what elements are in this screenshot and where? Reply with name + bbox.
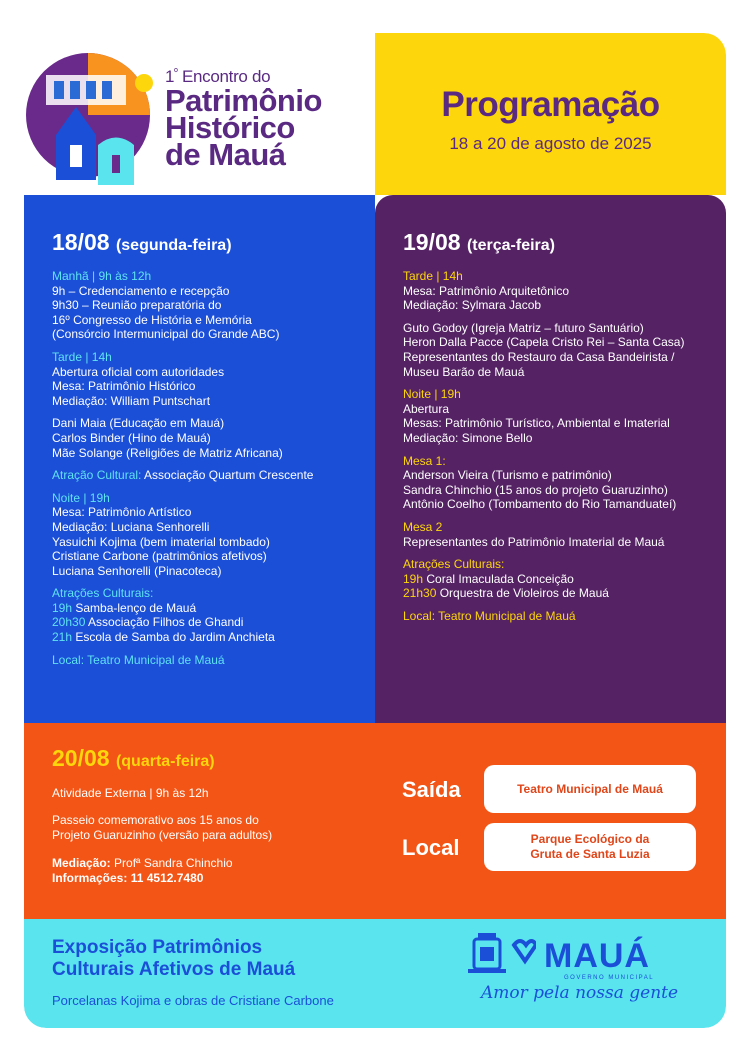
day1-noite-line: Mesa: Patrimônio Artístico	[52, 505, 192, 520]
logo-line-historico: Histórico	[165, 110, 295, 145]
footer-band	[24, 919, 726, 1028]
program-title: Programação	[441, 85, 660, 124]
day1-column	[24, 195, 375, 723]
day2-local: Local: Teatro Municipal de Mauá	[403, 608, 576, 623]
header-logo-area	[24, 33, 375, 195]
day1-manha-heading: Manhã | 9h às 12h	[52, 269, 152, 283]
day2-atracao-item: 19h Coral Imaculada Conceição	[403, 571, 574, 586]
day2-tarde-person: Museu Barão de Mauá	[403, 364, 525, 379]
day2-title: 19/08 (terça-feira)	[403, 229, 555, 255]
day2-mesa1-person: Sandra Chinchio (15 anos do projeto Guaruzinho)	[403, 482, 668, 497]
day1-tarde-line: Abertura oficial com autoridades	[52, 364, 225, 379]
day1-noite-person: Cristiane Carbone (patrimônios afetivos)	[52, 549, 267, 564]
heritage-logo-icon	[26, 35, 176, 185]
day1-manha-line: (Consórcio Intermunicipal do Grande ABC)	[52, 327, 280, 342]
event-poster	[24, 33, 726, 1028]
day2-mesa1-person: Anderson Vieira (Turismo e patrimônio)	[403, 468, 612, 483]
day1-tarde-person: Mãe Solange (Religiões de Matriz Africana)	[52, 445, 283, 460]
maua-slogan: Amor pela nossa gente	[481, 983, 679, 1003]
day3-saida-label: Saída	[402, 777, 461, 802]
day2-atracoes-heading: Atrações Culturais:	[403, 557, 505, 572]
logo-line-maua: de Mauá	[165, 137, 286, 172]
logo-line-patrimonio: Patrimônio	[165, 83, 322, 118]
day1-atracoes-heading: Atrações Culturais:	[52, 586, 154, 601]
day1-noite-person: Luciana Senhorelli (Pinacoteca)	[52, 563, 222, 578]
day1-tarde-person: Carlos Binder (Hino de Mauá)	[52, 430, 211, 445]
expo-title: Exposição Patrimônios Culturais Afetivos de Mauá	[52, 937, 296, 980]
day3-saida-box: Teatro Municipal de Mauá	[484, 765, 696, 813]
day3-passeio-line: Projeto Guaruzinho (versão para adultos)	[52, 828, 273, 842]
logo-title: $1^º$ Encontro do Patrimônio Histórico de Mauá	[165, 67, 322, 172]
day1-tarde-heading: Tarde | 14h	[52, 349, 112, 364]
day2-mesa1-person: Antônio Coelho (Tombamento do Rio Tamanduateí)	[403, 497, 677, 512]
day1-tarde-line: Mesa: Patrimônio Histórico	[52, 379, 196, 394]
day2-tarde-person: Heron Dalla Pacce (Capela Cristo Rei – Santa Casa)	[403, 335, 685, 350]
maua-coat-of-arms-icon	[464, 931, 536, 981]
day2-noite-line: Mediação: Simone Bello	[403, 430, 533, 445]
program-dates: 18 a 20 de agosto de 2025	[449, 134, 652, 153]
day3-atividade: Atividade Externa | 9h às 12h	[52, 786, 209, 800]
day2-noite-heading: Noite | 19h	[403, 387, 461, 402]
day3-passeio-line: Passeio comemorativo aos 15 anos do	[52, 813, 259, 827]
day2-tarde-person: Representantes do Restauro da Casa Bandeirista /	[403, 349, 675, 364]
day2-column	[375, 195, 726, 723]
expo-subtitle: Porcelanas Kojima e obras de Cristiane Carbone	[52, 993, 334, 1008]
day2-mesa2-line: Representantes do Patrimônio Imaterial de Mauá	[403, 534, 665, 549]
day1-tarde-person: Dani Maia (Educação em Mauá)	[52, 416, 225, 431]
day2-atracao-item: 21h30 Orquestra de Violeiros de Mauá	[403, 586, 609, 601]
day2-mesa2-heading: Mesa 2	[403, 519, 443, 534]
day2-noite-line: Abertura	[403, 401, 450, 416]
day3-title: 20/08 (quarta-feira)	[52, 745, 215, 771]
day1-noite-person: Yasuichi Kojima (bem imaterial tombado)	[52, 534, 270, 549]
day3-local-label: Local	[402, 835, 460, 860]
day1-title: 18/08 (segunda-feira)	[52, 229, 232, 255]
maua-brand: MAUÁ	[544, 937, 650, 975]
day1-atracao: Atração Cultural: Associação Quartum Crescente	[52, 468, 314, 483]
day1-noite-line: Mediação: Luciana Senhorelli	[52, 519, 210, 534]
day1-manha-line: 9h30 – Reunião preparatória do	[52, 298, 222, 313]
day1-manha-line: 16º Congresso de História e Memória	[52, 312, 252, 327]
day3-band	[24, 723, 726, 919]
day2-mesa1-heading: Mesa 1:	[403, 453, 446, 468]
maua-gov-label: GOVERNO MUNICIPAL	[564, 975, 655, 981]
day2-noite-line: Mesas: Patrimônio Turístico, Ambiental e Imaterial	[403, 416, 670, 431]
day2-tarde-person: Guto Godoy (Igreja Matriz – futuro Santuário)	[403, 320, 644, 335]
day3-local-box: Parque Ecológico da Gruta de Santa Luzia	[484, 823, 696, 871]
day2-tarde-heading: Tarde | 14h	[403, 269, 463, 283]
day2-tarde-line: Mesa: Patrimônio Arquitetônico	[403, 283, 570, 298]
day3-info: Informações: 11 4512.7480	[52, 871, 204, 885]
day1-noite-heading: Noite | 19h	[52, 490, 110, 505]
day2-tarde-line: Mediação: Sylmara Jacob	[403, 298, 542, 313]
day1-atracao-item: 21h Escola de Samba do Jardim Anchieta	[52, 630, 275, 645]
day1-local: Local: Teatro Municipal de Mauá	[52, 652, 225, 667]
day1-tarde-line: Mediação: William Puntschart	[52, 393, 211, 408]
day3-mediacao: Mediação: Profª Sandra Chinchio	[52, 856, 233, 870]
day1-atracao-item: 20h30 Associação Filhos de Ghandi	[52, 615, 244, 630]
day1-atracao-item: 19h Samba-lenço de Mauá	[52, 600, 197, 615]
day1-manha-line: 9h – Credenciamento e recepção	[52, 283, 230, 298]
